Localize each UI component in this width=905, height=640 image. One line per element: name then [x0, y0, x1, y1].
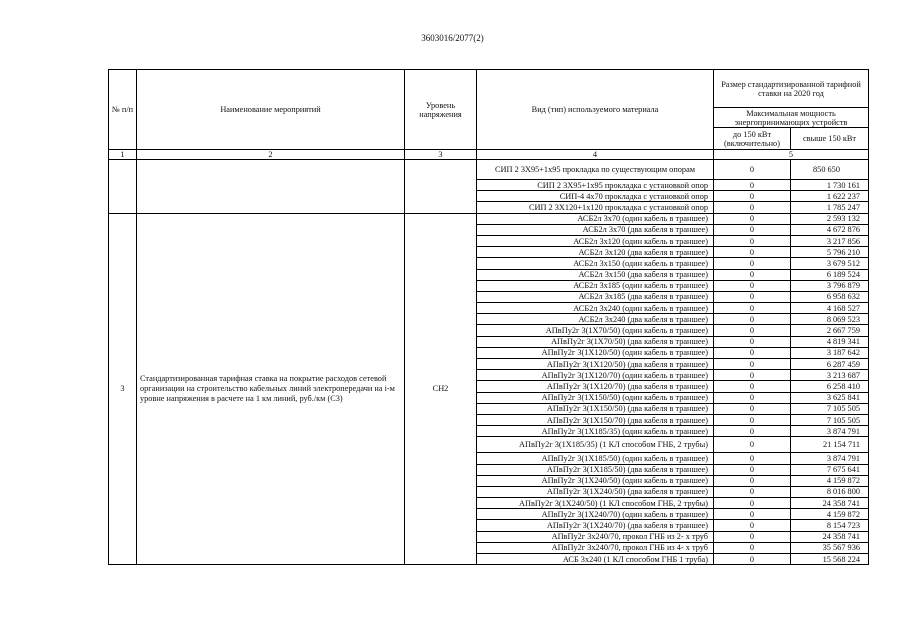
- value-over150: 7 105 505: [791, 403, 869, 414]
- value-to150: 0: [714, 314, 791, 325]
- material-cell: АПвПу2г 3(1Х120/70) (один кабель в траншее): [477, 370, 714, 381]
- value-to150: 0: [714, 486, 791, 497]
- material-cell: АСБ2л 3х150 (два кабеля в траншее): [477, 269, 714, 280]
- value-to150: 0: [714, 191, 791, 202]
- material-cell: АПвПу2г 3(1Х240/70) (один кабель в траншее): [477, 509, 714, 520]
- column-number: 3: [405, 150, 477, 160]
- value-over150: 4 168 527: [791, 303, 869, 314]
- value-to150: 0: [714, 325, 791, 336]
- value-over150: 3 217 856: [791, 235, 869, 246]
- value-over150: 3 874 791: [791, 426, 869, 437]
- value-over150: 7 105 505: [791, 414, 869, 425]
- value-to150: 0: [714, 414, 791, 425]
- column-number: 5: [714, 150, 869, 160]
- value-to150: 0: [714, 213, 791, 224]
- value-to150: 0: [714, 464, 791, 475]
- value-to150: 0: [714, 280, 791, 291]
- value-to150: 0: [714, 403, 791, 414]
- value-to150: 0: [714, 303, 791, 314]
- value-over150: 6 258 410: [791, 381, 869, 392]
- value-over150: 15 568 224: [791, 554, 869, 565]
- material-cell: АПвПу2г 3(1Х120/70) (два кабеля в траншее): [477, 381, 714, 392]
- value-over150: 4 159 872: [791, 509, 869, 520]
- column-number: 2: [137, 150, 405, 160]
- material-cell: АПвПу2г 3(1Х150/50) (два кабеля в траншее): [477, 403, 714, 414]
- material-cell: АПвПу2г 3х240/70, прокол ГНБ из 2- х труб: [477, 531, 714, 542]
- material-cell: АПвПу2г 3(1Х240/70) (два кабеля в траншее): [477, 520, 714, 531]
- value-to150: 0: [714, 426, 791, 437]
- material-cell: СИП 2 3Х95+1х95 прокладка по существующим опорам: [477, 160, 714, 180]
- header-over150: свыше 150 кВт: [791, 128, 869, 150]
- value-over150: 3 625 841: [791, 392, 869, 403]
- empty-no-cell: [109, 160, 137, 214]
- value-to150: 0: [714, 381, 791, 392]
- value-to150: 0: [714, 247, 791, 258]
- material-cell: АСБ2л 3х240 (один кабель в траншее): [477, 303, 714, 314]
- material-cell: СИП-4 4х70 прокладка с установкой опор: [477, 191, 714, 202]
- material-cell: СИП 2 3Х120+1х120 прокладка с установкой опор: [477, 202, 714, 213]
- material-cell: АСБ2л 3х150 (один кабель в траншее): [477, 258, 714, 269]
- material-cell: АПвПу2г 3х240/70, прокол ГНБ из 4- х труб: [477, 542, 714, 553]
- value-over150: 8 154 723: [791, 520, 869, 531]
- value-over150: 8 069 523: [791, 314, 869, 325]
- value-over150: 3 679 512: [791, 258, 869, 269]
- header-voltage: Уровень напряжения: [405, 70, 477, 150]
- material-cell: АПвПу2г 3(1Х185/35) (1 КЛ способом ГНБ, 2 трубы): [477, 437, 714, 453]
- value-over150: 35 567 936: [791, 542, 869, 553]
- value-to150: 0: [714, 531, 791, 542]
- header-event: Наименование мероприятий: [137, 70, 405, 150]
- material-cell: АПвПу2г 3(1Х70/50) (два кабеля в траншее): [477, 336, 714, 347]
- value-over150: 24 358 741: [791, 498, 869, 509]
- header-material: Вид (тип) используемого материала: [477, 70, 714, 150]
- value-over150: 5 796 210: [791, 247, 869, 258]
- value-over150: 6 958 632: [791, 291, 869, 302]
- material-cell: АСБ2л 3х185 (два кабеля в траншее): [477, 291, 714, 302]
- value-over150: 3 796 879: [791, 280, 869, 291]
- material-cell: АСБ2л 3х120 (один кабель в траншее): [477, 235, 714, 246]
- value-over150: 4 159 872: [791, 475, 869, 486]
- value-to150: 0: [714, 554, 791, 565]
- value-to150: 0: [714, 509, 791, 520]
- value-to150: 0: [714, 520, 791, 531]
- value-over150: 4 672 876: [791, 224, 869, 235]
- material-cell: АСБ2л 3х70 (один кабель в траншее): [477, 213, 714, 224]
- value-to150: 0: [714, 437, 791, 453]
- group-voltage: СН2: [405, 213, 477, 565]
- value-to150: 0: [714, 224, 791, 235]
- column-number: 4: [477, 150, 714, 160]
- value-to150: 0: [714, 370, 791, 381]
- value-to150: 0: [714, 336, 791, 347]
- material-cell: АПвПу2г 3(1Х240/50) (один кабель в траншее): [477, 475, 714, 486]
- material-cell: АПвПу2г 3(1Х185/50) (два кабеля в траншее): [477, 464, 714, 475]
- value-over150: 24 358 741: [791, 531, 869, 542]
- column-number: 1: [109, 150, 137, 160]
- value-to150: 0: [714, 269, 791, 280]
- value-to150: 0: [714, 291, 791, 302]
- header-rate-size: Размер стандартизированной тарифной ставки на 2020 год: [714, 70, 869, 108]
- value-to150: 0: [714, 202, 791, 213]
- material-cell: АПвПу2г 3(1Х150/50) (один кабель в траншее): [477, 392, 714, 403]
- table-row: [109, 213, 869, 224]
- material-cell: АПвПу2г 3(1Х240/50) (два кабеля в траншее): [477, 486, 714, 497]
- material-cell: АПвПу2г 3(1Х240/50) (1 КЛ способом ГНБ, 2 трубы): [477, 498, 714, 509]
- value-over150: 7 675 641: [791, 464, 869, 475]
- header-max-power: Максимальная мощность энергопринимающих устройств: [714, 108, 869, 128]
- value-to150: 0: [714, 453, 791, 464]
- material-cell: АПвПу2г 3(1Х120/50) (два кабеля в траншее): [477, 359, 714, 370]
- value-over150: 1 785 247: [791, 202, 869, 213]
- group-no: 3: [109, 213, 137, 565]
- material-cell: АСБ2л 3х120 (два кабеля в траншее): [477, 247, 714, 258]
- empty-event-cell: [137, 160, 405, 214]
- value-to150: 0: [714, 498, 791, 509]
- material-cell: АСБ2л 3х185 (один кабель в траншее): [477, 280, 714, 291]
- value-to150: 0: [714, 235, 791, 246]
- document-number: 3603016/2077(2): [421, 33, 484, 43]
- value-to150: 0: [714, 392, 791, 403]
- header-to150: до 150 кВт (включительно): [714, 128, 791, 150]
- value-over150: 3 874 791: [791, 453, 869, 464]
- value-over150: 2 593 132: [791, 213, 869, 224]
- value-over150: 1 730 161: [791, 180, 869, 191]
- value-over150: 6 287 459: [791, 359, 869, 370]
- tariff-table: [108, 69, 869, 565]
- column-number-row: [109, 150, 869, 160]
- material-cell: АПвПу2г 3(1Х185/50) (один кабель в траншее): [477, 453, 714, 464]
- value-over150: 6 189 524: [791, 269, 869, 280]
- material-cell: АПвПу2г 3(1Х185/35) (один кабель в траншее): [477, 426, 714, 437]
- value-to150: 0: [714, 347, 791, 358]
- value-over150: 4 819 341: [791, 336, 869, 347]
- empty-voltage-cell: [405, 160, 477, 214]
- value-over150: 2 667 759: [791, 325, 869, 336]
- value-over150: 850 650: [791, 160, 869, 180]
- material-cell: АПвПу2г 3(1Х70/50) (один кабель в траншее): [477, 325, 714, 336]
- value-over150: 3 213 687: [791, 370, 869, 381]
- value-to150: 0: [714, 258, 791, 269]
- material-cell: АСБ2л 3х240 (два кабеля в траншее): [477, 314, 714, 325]
- value-to150: 0: [714, 180, 791, 191]
- group-name: Стандартизированная тарифная ставка на покрытие расходов сетевой организации на строительство кабельных линий электропередачи на i-м уровне напряжения в расчете на 1 км линий, руб./км (С3): [137, 213, 405, 565]
- value-over150: 8 016 800: [791, 486, 869, 497]
- material-cell: СИП 2 3Х95+1х95 прокладка с установкой опор: [477, 180, 714, 191]
- value-to150: 0: [714, 160, 791, 180]
- material-cell: АСБ 3х240 (1 КЛ способом ГНБ 1 труба): [477, 554, 714, 565]
- value-to150: 0: [714, 475, 791, 486]
- value-to150: 0: [714, 359, 791, 370]
- value-over150: 3 187 642: [791, 347, 869, 358]
- table-body: [109, 70, 869, 565]
- table-row: [109, 160, 869, 180]
- value-over150: 1 622 237: [791, 191, 869, 202]
- value-to150: 0: [714, 542, 791, 553]
- material-cell: АПвПу2г 3(1Х150/70) (два кабеля в траншее): [477, 414, 714, 425]
- material-cell: АСБ2л 3х70 (два кабеля в траншее): [477, 224, 714, 235]
- value-over150: 21 154 711: [791, 437, 869, 453]
- header-row-1: [109, 70, 869, 108]
- material-cell: АПвПу2г 3(1Х120/50) (один кабель в траншее): [477, 347, 714, 358]
- header-no: № п/п: [109, 70, 137, 150]
